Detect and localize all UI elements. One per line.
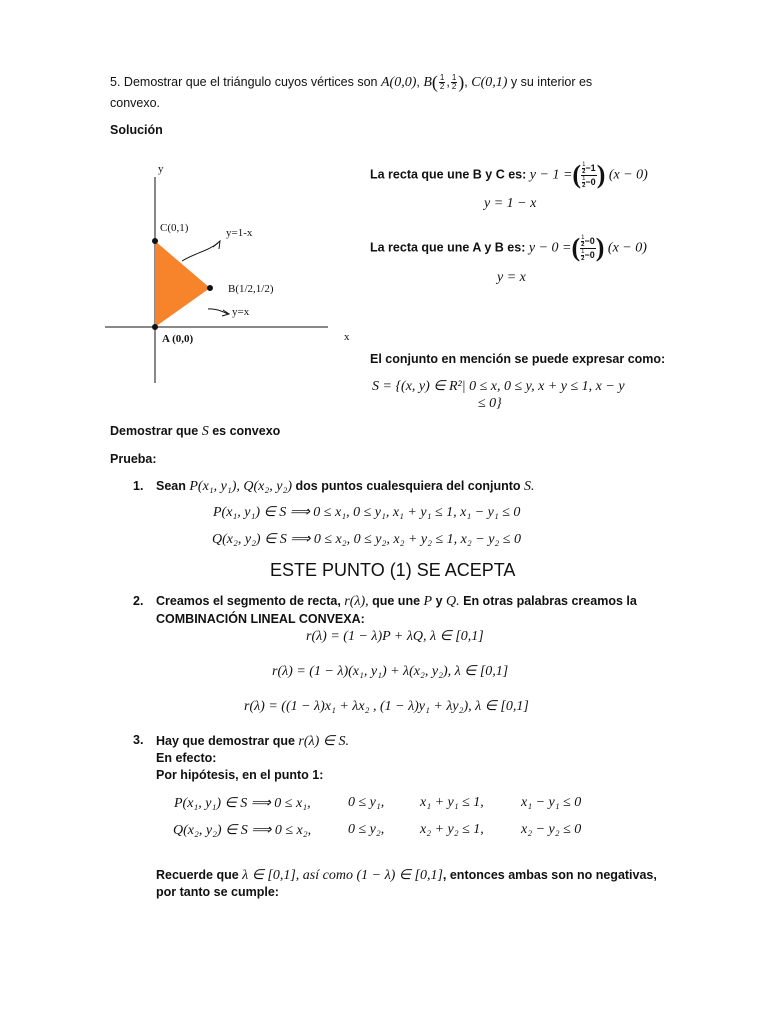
step2-eq3: r(λ) = ((1 − λ)x₁ + λx₂ , (1 − λ)y₁ + λy₂), λ ∈ [0,1] xyxy=(244,699,529,714)
point-a xyxy=(152,324,158,330)
step3-p-eq-1: P(x₁, y₁) ∈ S ⟹ 0 ≤ x₁, xyxy=(174,796,311,811)
problem-number: 5. xyxy=(110,74,121,89)
problem-text-line2: convexo. xyxy=(110,96,161,110)
step1-text: Sean P(x₁, y₁), Q(x₂, y₂) dos puntos cualesquiera del conjunto S. xyxy=(156,479,535,494)
step3-line3: Por hipótesis, en el punto 1: xyxy=(156,768,324,782)
vertex-b: B xyxy=(423,74,432,90)
step3-q-eq-4: x₂ − y₂ ≤ 0 xyxy=(521,822,582,837)
step1-eq1: P(x₁, y₁) ∈ S ⟹ 0 ≤ x₁, 0 ≤ y₁, x₁ + y₁ ≤ 1, x₁ − y₁ ≤ 0 xyxy=(213,505,521,520)
vertex-b-x: $\frac{1}{2}$ xyxy=(439,73,445,91)
bc-slope: 1 2−1 1 2−0 xyxy=(582,161,596,189)
line-label-1: y=1-x xyxy=(226,227,253,239)
problem-text-end: y su interior es xyxy=(510,74,593,89)
step2-eq2: r(λ) = (1 − λ)(x₁, y₁) + λ(x₂, y₂), λ ∈ [0,1] xyxy=(272,664,509,679)
vertex-a: A(0,0) xyxy=(381,74,417,90)
x-axis-label: x xyxy=(344,331,350,343)
step3-q-eq-2: 0 ≤ y₂, xyxy=(348,822,385,837)
step3-line2: En efecto: xyxy=(156,751,217,765)
bc-intro: La recta que une B y C es: y − 1 =( 1 2−1 1 2−0 ) (x − 0) xyxy=(370,160,648,189)
set-line2: ≤ 0} xyxy=(478,396,502,411)
step3-recall: Recuerde que λ ∈ [0,1], así como (1 − λ) ∈ [0,1], entonces ambas son no negativas, xyxy=(156,868,657,883)
triangle-figure xyxy=(100,155,365,390)
vertex-c: C(0,1) xyxy=(471,74,508,90)
step3-p-eq-3: x₁ + y₁ ≤ 1, xyxy=(420,795,484,810)
ab-lhs: y − 0 = xyxy=(528,240,572,256)
set-intro: El conjunto en mención se puede expresar como: xyxy=(370,352,666,366)
step3-line1: Hay que demostrar que r(λ) ∈ S. xyxy=(156,734,349,749)
step3-num: 3. xyxy=(133,733,144,747)
ab-rhs: (x − 0) xyxy=(607,240,647,256)
proof-label: Prueba: xyxy=(110,452,157,466)
triangle-region xyxy=(155,241,210,327)
ab-slope: 1 2−0 1 2−0 xyxy=(581,234,595,262)
step2-eq1: r(λ) = (1 − λ)P + λQ, λ ∈ [0,1] xyxy=(306,629,484,644)
point-c xyxy=(152,238,158,244)
step1-num: 1. xyxy=(133,479,144,493)
problem-text-start: Demostrar que el triángulo cuyos vértices son xyxy=(123,74,378,89)
line-label-2: y=x xyxy=(232,306,250,318)
solution-label: Solución xyxy=(110,123,163,137)
step1-eq2: Q(x₂, y₂) ∈ S ⟹ 0 ≤ x₂, 0 ≤ y₂, x₂ + y₂ ≤ 1, x₂ − y₂ ≤ 0 xyxy=(212,532,521,547)
y-axis-label: y xyxy=(158,163,164,175)
point-b xyxy=(207,285,213,291)
step3-q-eq-3: x₂ + y₂ ≤ 1, xyxy=(420,822,484,837)
accept-heading: ESTE PUNTO (1) SE ACEPTA xyxy=(270,560,516,580)
step3-recall-line2: por tanto se cumple: xyxy=(156,885,279,899)
ab-intro: La recta que une A y B es: y − 0 =( 1 2−0 1 2−0 ) (x − 0) xyxy=(370,233,647,262)
label-b: B(1/2,1/2) xyxy=(228,283,274,295)
step2-line2: COMBINACIÓN LINEAL CONVEXA: xyxy=(156,612,365,626)
label-a: A (0,0) xyxy=(162,333,194,345)
step2-line1: Creamos el segmento de recta, r(λ), que une P y Q. En otras palabras creamos la xyxy=(156,594,637,609)
bc-rhs: (x − 0) xyxy=(608,167,648,183)
problem-statement: 5. Demostrar que el triángulo cuyos vértices son A(0,0), B( $\frac{1}{2}$ , $\frac{1}{2}$ ), C(0,1) y su interior es xyxy=(110,72,593,92)
vertex-b-y: $\frac{1}{2}$ xyxy=(451,73,457,91)
step3-p-eq-4: x₁ − y₁ ≤ 0 xyxy=(521,795,582,810)
step3-q-eq-1: Q(x₂, y₂) ∈ S ⟹ 0 ≤ x₂, xyxy=(173,823,312,838)
ab-result: y = x xyxy=(497,270,526,285)
set-line1: S = {(x, y) ∈ R²| 0 ≤ x, 0 ≤ y, x + y ≤ 1, x − y xyxy=(372,379,625,394)
bc-result: y = 1 − x xyxy=(484,196,537,211)
arrow-1 xyxy=(182,243,218,261)
prove-line: Demostrar que S es convexo xyxy=(110,424,281,439)
label-c: C(0,1) xyxy=(160,222,189,234)
bc-lhs: y − 1 = xyxy=(529,167,573,183)
step3-p-eq-2: 0 ≤ y₁, xyxy=(348,795,385,810)
step2-num: 2. xyxy=(133,594,144,608)
